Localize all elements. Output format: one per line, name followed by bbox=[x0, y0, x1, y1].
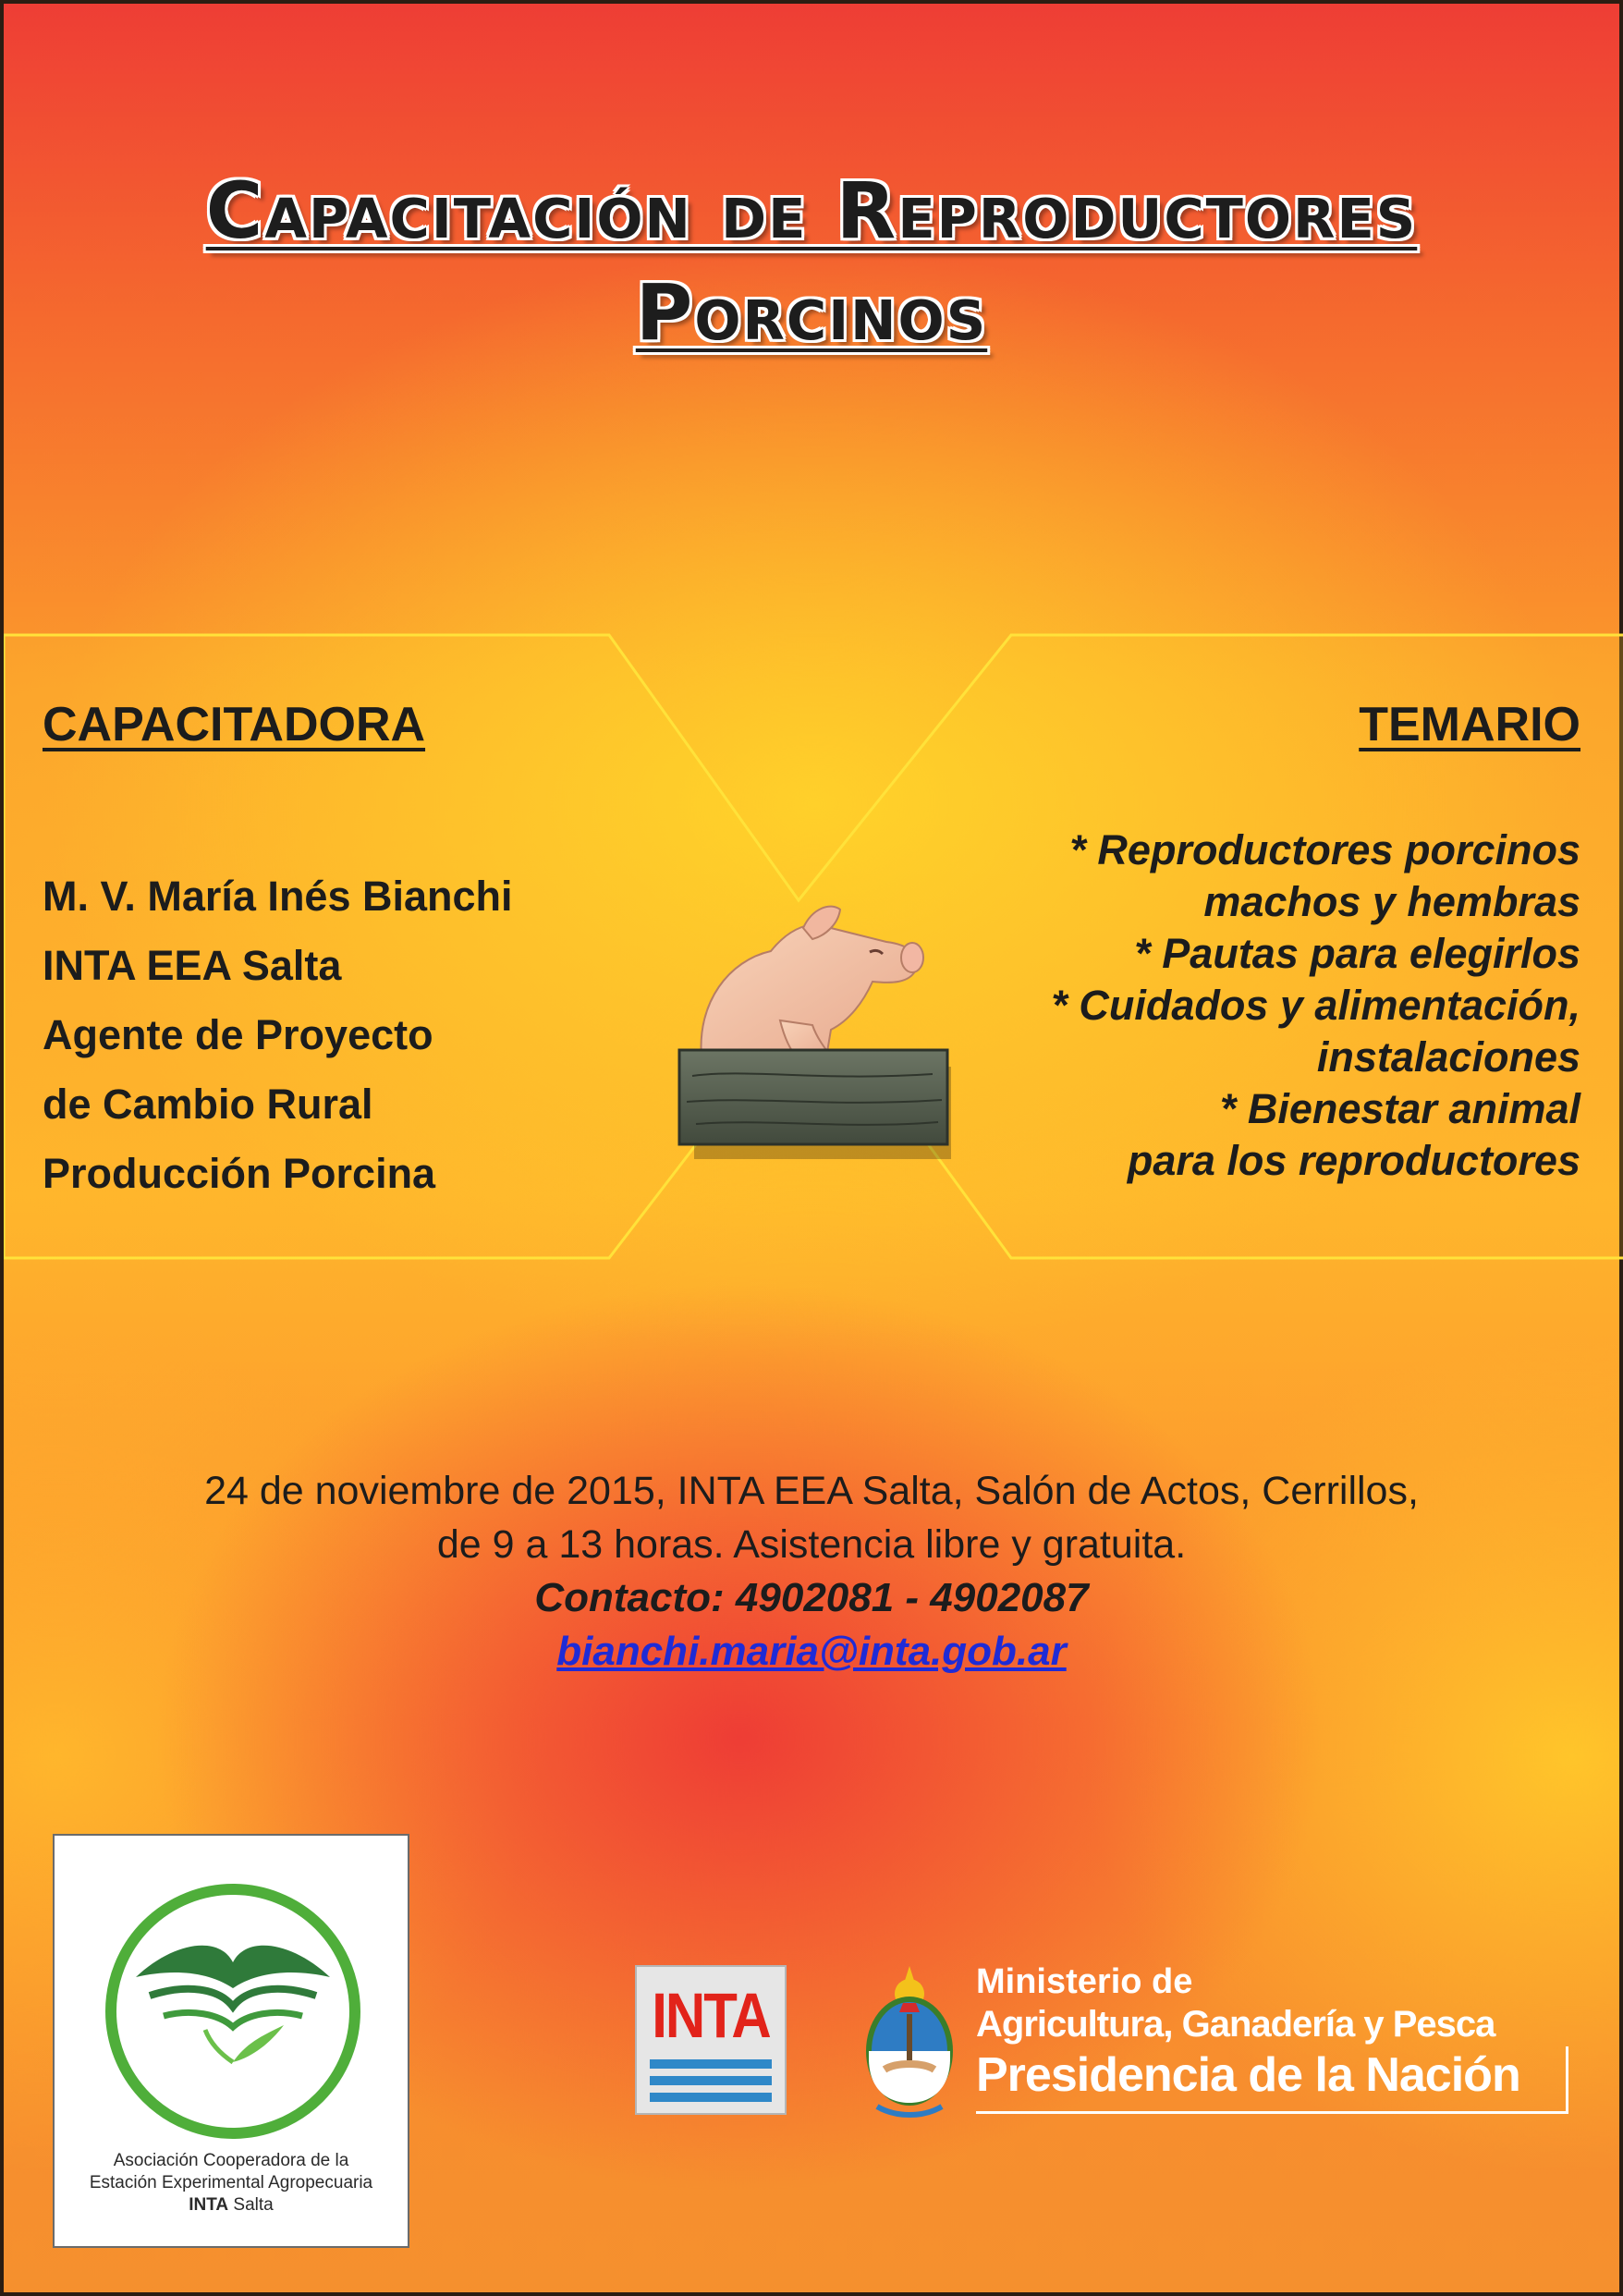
cooperadora-emblem-icon bbox=[99, 1877, 367, 2145]
inta-logo bbox=[635, 1965, 787, 2115]
cooperadora-line: Asociación Cooperadora de la bbox=[113, 2151, 349, 2170]
temario-item: instalaciones bbox=[1316, 1033, 1580, 1081]
cooperadora-logo bbox=[53, 1834, 409, 2248]
cooperadora-line: Estación Experimental Agropecuaria bbox=[89, 2173, 373, 2192]
temario-item: machos y hembras bbox=[1203, 878, 1580, 925]
temario-item: * Pautas para elegirlos bbox=[1134, 930, 1580, 977]
capacitadora-name: M. V. María Inés Bianchi bbox=[43, 873, 513, 920]
inta-stripe bbox=[650, 2059, 772, 2069]
email-link[interactable]: bianchi.maria@inta.gob.ar bbox=[556, 1629, 1067, 1674]
capacitadora-line: Producción Porcina bbox=[43, 1150, 436, 1197]
ministry-line-3: Presidencia de la Nación bbox=[976, 2048, 1520, 2102]
temario-list bbox=[1051, 824, 1580, 1187]
inta-stripe bbox=[650, 2093, 772, 2102]
temario-item: * Reproductores porcinos bbox=[1069, 826, 1580, 873]
ministry-logo bbox=[976, 1961, 1520, 2104]
temario-item: para los reproductores bbox=[1127, 1137, 1580, 1184]
title-line-2: Porcinos bbox=[635, 267, 988, 358]
ministry-rule bbox=[1566, 2046, 1568, 2114]
temario-item: * Bienestar animal bbox=[1219, 1085, 1580, 1132]
capacitadora-heading: CAPACITADORA bbox=[43, 698, 426, 751]
cooperadora-inta: INTA bbox=[189, 2195, 229, 2215]
inta-logo-text: INTA bbox=[652, 1979, 770, 2052]
ministry-rule bbox=[976, 2111, 1568, 2114]
temario-item: * Cuidados y alimentación, bbox=[1051, 982, 1580, 1029]
temario-heading: TEMARIO bbox=[1359, 698, 1580, 751]
cooperadora-salta: Salta bbox=[228, 2195, 274, 2215]
event-contact: Contacto: 4902081 - 4902087 bbox=[534, 1575, 1089, 1620]
event-time: de 9 a 13 horas. Asistencia libre y gratuita. bbox=[436, 1522, 1187, 1567]
inta-stripe bbox=[650, 2076, 772, 2085]
event-details bbox=[4, 1464, 1619, 1679]
capacitadora-line: INTA EEA Salta bbox=[43, 942, 342, 989]
ministry-line-2: Agricultura, Ganadería y Pesca bbox=[976, 2004, 1495, 2045]
title-line-1: Capacitación de Reproductores bbox=[205, 165, 1418, 256]
capacitadora-line: Agente de Proyecto bbox=[43, 1011, 433, 1058]
event-date-location: 24 de noviembre de 2015, INTA EEA Salta, Salón de Actos, Cerrillos, bbox=[204, 1469, 1419, 1513]
pig-on-fence-illustration bbox=[674, 891, 951, 1159]
coat-of-arms-icon bbox=[859, 1959, 960, 2125]
capacitadora-line: de Cambio Rural bbox=[43, 1081, 373, 1128]
cooperadora-line bbox=[55, 2194, 408, 2217]
cooperadora-name bbox=[55, 2150, 408, 2217]
capacitadora-details bbox=[43, 861, 513, 1208]
ministry-line-1: Ministerio de bbox=[976, 1962, 1193, 2001]
